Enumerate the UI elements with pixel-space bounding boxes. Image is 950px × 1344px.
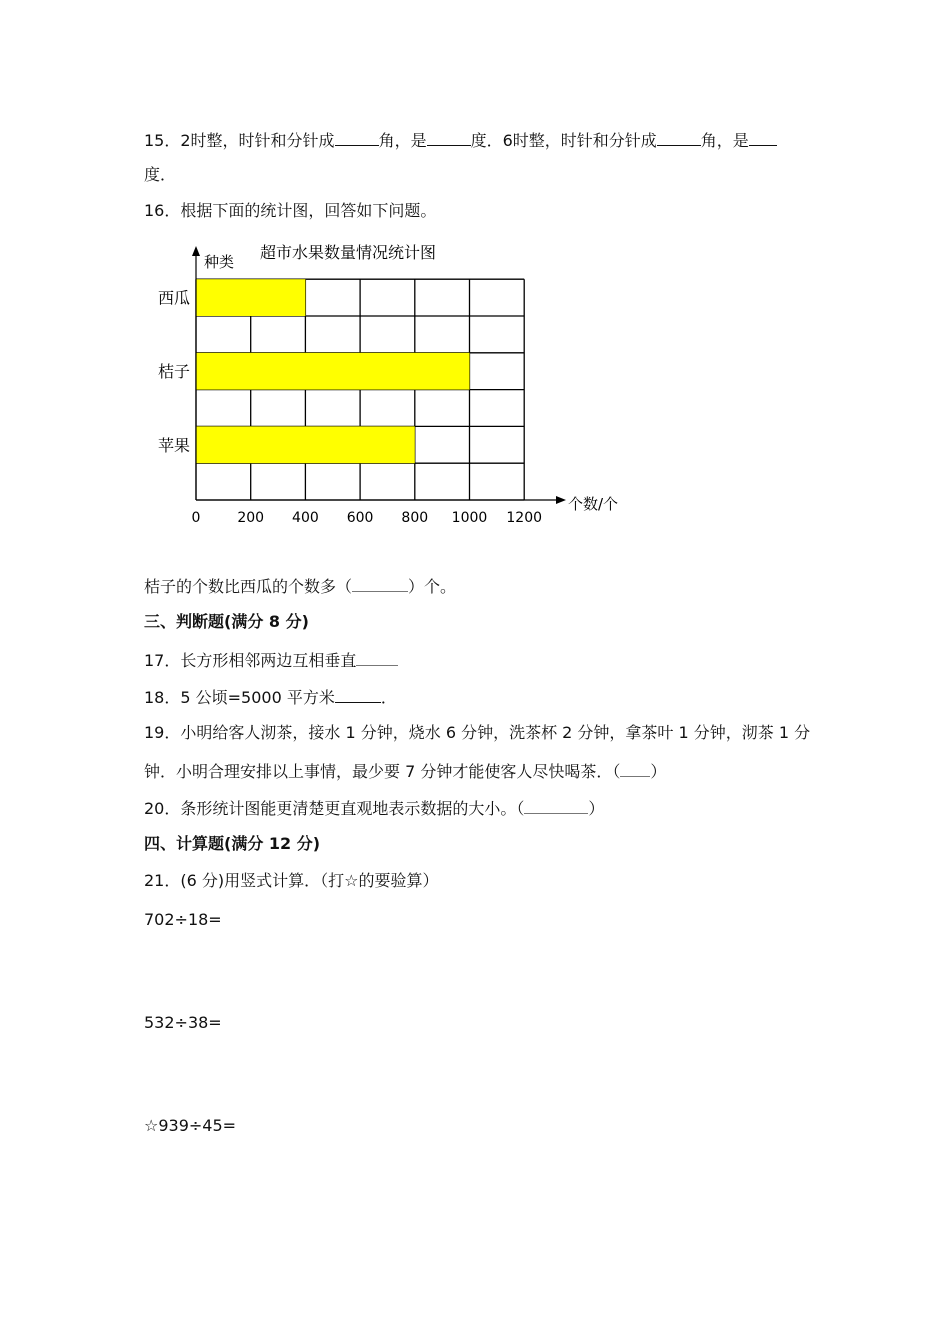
- question-text: 2时整，时针和分针成: [180, 131, 335, 150]
- x-tick-label-2: 400: [292, 510, 319, 526]
- question-text: ．: [380, 688, 397, 707]
- question-16-subquestion: [144, 575, 456, 597]
- y-axis-label: 种类: [204, 253, 235, 271]
- question-text: 度．6时整，时针和分针成: [470, 131, 657, 150]
- question-text: 根据下面的统计图，回答如下问题。: [180, 201, 437, 220]
- question-text: 条形统计图能更清楚更直观地表示数据的大小。（: [180, 799, 525, 818]
- question-16: [144, 201, 436, 221]
- chart-title: 超市水果数量情况统计图: [260, 243, 437, 262]
- question-text: ）: [588, 799, 605, 818]
- question-number: 20．: [144, 799, 181, 818]
- answer-blank[interactable]: [620, 760, 650, 777]
- calc-item-3: ☆939÷45=: [144, 1116, 237, 1135]
- answer-blank[interactable]: [427, 129, 471, 146]
- question-number: 17．: [144, 651, 181, 670]
- question-text: ）: [650, 762, 667, 781]
- answer-blank[interactable]: [352, 575, 408, 592]
- answer-blank[interactable]: [335, 686, 381, 703]
- question-text: 角，是: [378, 131, 427, 150]
- answer-blank[interactable]: [657, 129, 701, 146]
- fruit-bar-chart: [150, 236, 640, 536]
- question-text: ）个。: [408, 577, 457, 596]
- question-15-line1: [144, 129, 777, 151]
- question-19-line2: [144, 760, 666, 782]
- x-axis-label: 个数/个: [568, 495, 619, 513]
- x-tick-label-6: 1200: [506, 510, 543, 526]
- question-number: 19．: [144, 723, 181, 742]
- calc-item-2: 532÷38=: [144, 1013, 222, 1032]
- section-4-title: 四、计算题(满分 12 分): [144, 834, 321, 853]
- question-text: 长方形相邻两边互相垂直: [180, 651, 357, 670]
- x-tick-label-3: 600: [346, 510, 374, 526]
- y-axis-arrow-icon: [192, 246, 200, 256]
- question-number: 18．: [144, 688, 181, 707]
- question-text: 桔子的个数比西瓜的个数多（: [144, 577, 353, 596]
- answer-blank[interactable]: [524, 797, 588, 814]
- bar-2: [196, 426, 415, 463]
- category-label-0: 西瓜: [157, 288, 190, 308]
- x-tick-labels: [192, 510, 542, 526]
- section-3-title: 三、判断题(满分 8 分): [144, 612, 309, 631]
- x-tick-label-5: 1000: [451, 510, 488, 526]
- category-label-1: 桔子: [157, 362, 190, 382]
- question-number: 21．: [144, 871, 181, 890]
- question-17: [144, 649, 398, 671]
- answer-blank[interactable]: [749, 129, 777, 146]
- question-18: [144, 686, 397, 708]
- question-text: (6 分)用竖式计算．（打☆的要验算）: [180, 871, 439, 890]
- answer-blank[interactable]: [356, 649, 398, 666]
- question-19-line1: [144, 723, 810, 743]
- chart-bars: [196, 279, 470, 463]
- bar-0: [196, 279, 305, 316]
- x-tick-label-4: 800: [401, 510, 429, 526]
- x-tick-label-1: 200: [237, 510, 265, 526]
- question-text: 钟．小明合理安排以上事情，最少要 7 分钟才能使客人尽快喝茶．（: [144, 762, 621, 781]
- question-number: 15．: [144, 131, 181, 150]
- category-labels: [158, 289, 190, 455]
- question-text: 5 公顷=5000 平方米: [180, 688, 335, 707]
- bar-1: [196, 353, 470, 390]
- question-text: 角，是: [700, 131, 749, 150]
- calc-item-1: 702÷18=: [144, 910, 222, 929]
- question-number: 16．: [144, 201, 181, 220]
- answer-blank[interactable]: [335, 129, 379, 146]
- question-20: [144, 797, 604, 819]
- x-tick-label-0: 0: [191, 510, 201, 526]
- question-text: 小明给客人沏茶，接水 1 分钟，烧水 6 分钟，洗茶杯 2 分钟，拿茶叶 1 分钟，沏茶 1 分: [180, 723, 811, 742]
- question-15-line2: 度．: [144, 165, 177, 184]
- x-axis-arrow-icon: [556, 496, 566, 504]
- question-21: [144, 871, 438, 891]
- category-label-2: 苹果: [157, 435, 190, 455]
